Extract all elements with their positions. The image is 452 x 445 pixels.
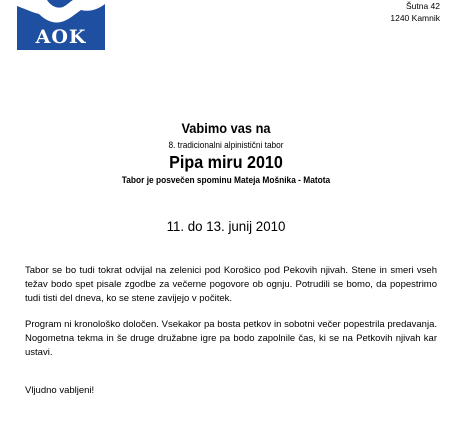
aok-logo xyxy=(17,0,105,50)
event-dates: 11. do 13. junij 2010 xyxy=(166,218,286,234)
closing-line: Vljudno vabljeni! xyxy=(25,385,95,396)
invitation-heading: Vabimo vas na xyxy=(181,121,271,136)
address-block xyxy=(390,0,440,24)
event-dedication: Tabor je posvečen spominu Mateja Mošnika - Matota xyxy=(121,175,331,186)
event-subtitle: 8. tradicionalni alpinistični tabor xyxy=(168,140,284,150)
body-paragraph-location: Tabor se bo tudi tokrat odvijal na zelenici pod Korošico pod Pekovih njivah. Stene in smeri vseh težav bodo spet pisale zgodbe za večerne pogovore ob ognju. Potrudili se bomo, da popestrimo tudi tisti del dneva, ko se stene zavijejo v počitek. xyxy=(25,265,437,304)
logo-text: AOK xyxy=(35,26,87,48)
address-city: 1240 Kamnik xyxy=(390,13,440,23)
body-paragraph-program: Program ni kronološko določen. Vsekakor pa bosta petkov in sobotni večer popestrila predavanja. Nogometna tekma in še druge družabne igre pa bodo zapolnile čas, ki se na Petkovih njivah kar ustavi. xyxy=(25,319,437,358)
event-title: Pipa miru 2010 xyxy=(169,152,283,172)
address-street: Šutna 42 xyxy=(405,1,440,11)
